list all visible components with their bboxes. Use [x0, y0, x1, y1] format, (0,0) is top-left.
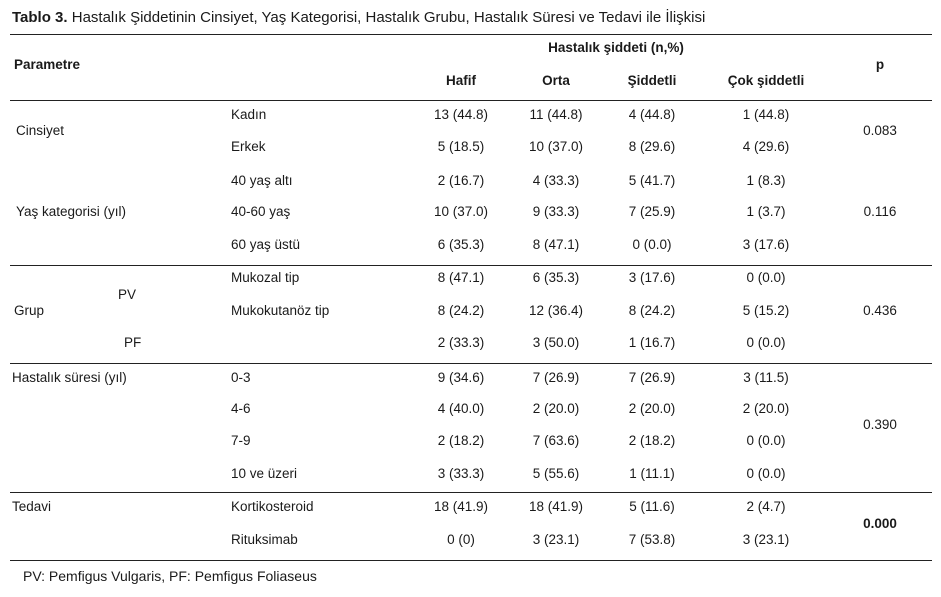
p-value-tedavi: 0.000	[863, 516, 897, 531]
table-cell: 18 (41.9)	[433, 499, 489, 514]
table-cell: 7 (26.9)	[532, 370, 580, 385]
table-cell: 2 (20.0)	[628, 401, 676, 416]
table-cell: 2 (18.2)	[628, 433, 676, 448]
row-label: 7-9	[231, 433, 251, 448]
row-label: 40 yaş altı	[231, 173, 293, 188]
header-col-orta: Orta	[542, 73, 570, 88]
caption-text: Hastalık Şiddetinin Cinsiyet, Yaş Kategorisi, Hastalık Grubu, Hastalık Süresi ve Tedavi ile İlişkisi	[67, 9, 706, 26]
section-label-yas: Yaş kategorisi (yıl)	[16, 204, 127, 219]
header-col-hafif: Hafif	[446, 73, 476, 88]
row-label: 40-60 yaş	[231, 204, 291, 219]
table-cell: 10 (37.0)	[433, 204, 489, 219]
p-value-sure: 0.390	[863, 417, 897, 432]
table-cell: 5 (15.2)	[742, 303, 790, 318]
table-cell: 13 (44.8)	[433, 107, 489, 122]
row-label: Mukokutanöz tip	[231, 303, 330, 318]
rule-section	[10, 363, 932, 364]
table-cell: 9 (34.6)	[437, 370, 485, 385]
header-p: p	[875, 57, 885, 72]
group-pv-label: PV	[118, 287, 137, 302]
footnote: PV: Pemfigus Vulgaris, PF: Pemfigus Foliaseus	[23, 568, 317, 584]
header-col-cok-siddetli: Çok şiddetli	[727, 73, 805, 88]
table-cell: 2 (18.2)	[437, 433, 485, 448]
row-label: Kadın	[231, 107, 267, 122]
row-label: Rituksimab	[231, 532, 298, 547]
table-cell: 4 (40.0)	[437, 401, 485, 416]
table-cell: 3 (11.5)	[743, 370, 789, 385]
table-cell: 7 (26.9)	[628, 370, 676, 385]
table-cell: 7 (53.8)	[628, 532, 676, 547]
table-cell: 18 (41.9)	[528, 499, 584, 514]
group-pf-label: PF	[124, 335, 142, 350]
row-label: 4-6	[231, 401, 251, 416]
table-cell: 3 (23.1)	[532, 532, 580, 547]
caption-label: Tablo 3.	[12, 9, 68, 26]
table-cell: 2 (20.0)	[742, 401, 790, 416]
table-cell: 3 (17.6)	[742, 237, 790, 252]
row-label: Kortikosteroid	[231, 499, 314, 514]
table-cell: 0 (0.0)	[632, 237, 672, 252]
table-caption	[12, 9, 705, 27]
table-cell: 5 (11.6)	[629, 499, 675, 514]
table-cell: 0 (0.0)	[746, 335, 786, 350]
header-group: Hastalık şiddeti (n,%)	[548, 40, 684, 55]
section-label-cinsiyet: Cinsiyet	[16, 123, 65, 138]
table-cell: 5 (41.7)	[628, 173, 676, 188]
table-cell: 5 (55.6)	[532, 466, 580, 481]
table-cell: 4 (29.6)	[742, 139, 790, 154]
table-cell: 8 (24.2)	[437, 303, 485, 318]
table-cell: 3 (17.6)	[628, 270, 676, 285]
table-cell: 8 (47.1)	[437, 270, 485, 285]
table-cell: 7 (63.6)	[532, 433, 580, 448]
rule-section	[10, 492, 932, 493]
table-cell: 1 (11.1)	[629, 466, 675, 481]
table-cell: 5 (18.5)	[437, 139, 485, 154]
table-cell: 9 (33.3)	[532, 204, 580, 219]
header-parameter: Parametre	[14, 57, 81, 72]
table-cell: 10 (37.0)	[528, 139, 584, 154]
header-col-siddetli: Şiddetli	[627, 73, 677, 88]
row-label: 10 ve üzeri	[231, 466, 298, 481]
section-label-sure: Hastalık süresi (yıl)	[12, 370, 127, 385]
table-cell: 2 (20.0)	[532, 401, 580, 416]
table-cell: 8 (24.2)	[628, 303, 676, 318]
section-label-grup: Grup	[14, 303, 45, 318]
table-cell: 2 (16.7)	[437, 173, 485, 188]
row-label: Erkek	[231, 139, 266, 154]
table-cell: 3 (50.0)	[532, 335, 580, 350]
table-cell: 0 (0)	[447, 532, 475, 547]
table-cell: 4 (44.8)	[628, 107, 676, 122]
table-cell: 1 (8.3)	[746, 173, 786, 188]
table-cell: 3 (33.3)	[437, 466, 485, 481]
table-cell: 4 (33.3)	[532, 173, 580, 188]
table-cell: 7 (25.9)	[628, 204, 676, 219]
rule-section	[10, 265, 932, 266]
row-label: 60 yaş üstü	[231, 237, 301, 252]
table-cell: 2 (4.7)	[746, 499, 786, 514]
p-value-grup: 0.436	[863, 303, 897, 318]
row-label: Mukozal tip	[231, 270, 300, 285]
row-label: 0-3	[231, 370, 251, 385]
table-cell: 6 (35.3)	[532, 270, 580, 285]
p-value-yas: 0.116	[863, 204, 897, 219]
table-cell: 2 (33.3)	[437, 335, 485, 350]
p-value-cinsiyet: 0.083	[863, 123, 897, 138]
rule-header	[10, 100, 932, 101]
table-cell: 0 (0.0)	[746, 433, 786, 448]
table-cell: 1 (44.8)	[742, 107, 790, 122]
rule-top	[10, 34, 932, 35]
rule-bottom	[10, 560, 932, 561]
table-cell: 3 (23.1)	[742, 532, 790, 547]
table-cell: 1 (16.7)	[628, 335, 676, 350]
section-label-tedavi: Tedavi	[12, 499, 52, 514]
table-cell: 8 (47.1)	[532, 237, 580, 252]
table-cell: 1 (3.7)	[746, 204, 786, 219]
table-cell: 6 (35.3)	[437, 237, 485, 252]
table-cell: 11 (44.8)	[529, 107, 583, 122]
table-cell: 8 (29.6)	[628, 139, 676, 154]
table-cell: 12 (36.4)	[528, 303, 584, 318]
table-cell: 0 (0.0)	[746, 270, 786, 285]
table-cell: 0 (0.0)	[746, 466, 786, 481]
